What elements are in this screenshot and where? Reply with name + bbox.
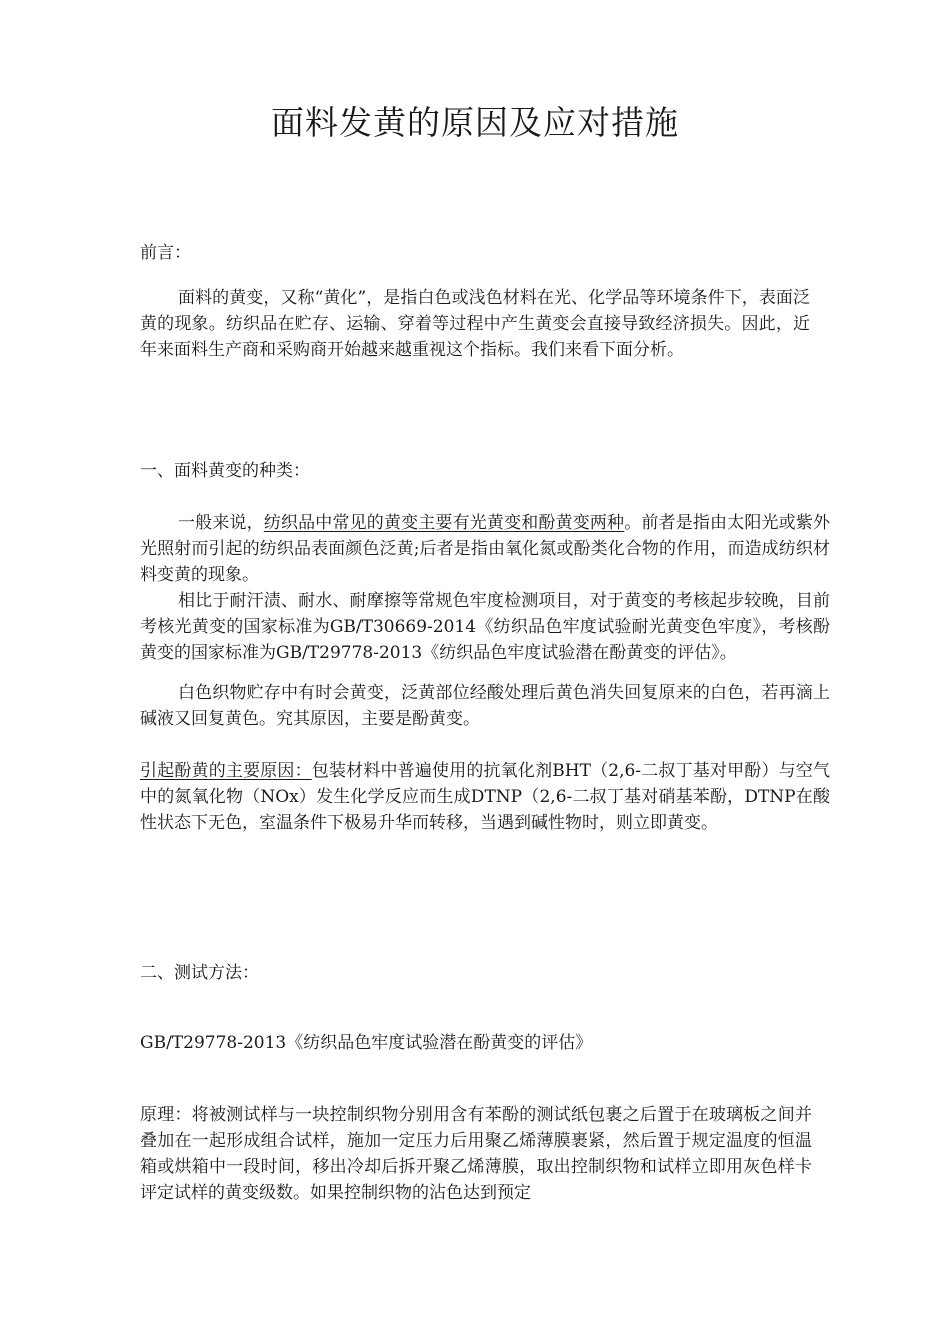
section2-principle: 原理：将被测试样与一块控制织物分别用含有苯酚的测试纸包裹之后置于在玻璃板之间并叠加在一起形成组合试样，施加一定压力后用聚乙烯薄膜裹紧，然后置于规定温度的恒温箱或烘箱中一段时间，移出冷却后拆开聚乙烯薄膜，取出控制织物和试样立即用灰色样卡评定试样的黄变级数。如果控制织物的沾色达到预定 bbox=[140, 1105, 812, 1203]
section1-p1-lead: 一般来说， bbox=[178, 513, 264, 533]
section1-paragraph-1 bbox=[140, 510, 830, 588]
section2-heading: 二、测试方法： bbox=[140, 963, 259, 983]
section1-p1-underlined: 纺织品中常见的黄变主要有光黄变和酚黄变两种 bbox=[263, 513, 625, 533]
cause-label: 引起酚黄的主要原因： bbox=[140, 761, 312, 781]
section2-standard: GB/T29778-2013《纺织品色牢度试验潜在酚黄变的评估》 bbox=[140, 1033, 593, 1053]
document-title: 面料发黄的原因及应对措施 bbox=[271, 103, 679, 142]
section1-p1-rest: 。前者是指由太阳光或紫外光照射而引起的纺织品表面颜色泛黄;后者是指由氧化氮或酚类化合物的作用，而造成纺织材料变黄的现象。 bbox=[140, 513, 831, 585]
cause-text: 包装材料中普遍使用的抗氧化剂BHT（2,6-二叔丁基对甲酚）与空气中的氮氧化物（NOx）发生化学反应而生成DTNP（2,6-二叔丁基对硝基苯酚，DTNP在酸性状态下无色，室温条件下极易升华而转移，当遇到碱性物时，则立即黄变。 bbox=[140, 761, 831, 833]
preface-paragraph: 面料的黄变，又称“黄化”，是指白色或浅色材料在光、化学品等环境条件下，表面泛黄的现象。纺织品在贮存、运输、穿着等过程中产生黄变会直接导致经济损失。因此，近年来面料生产商和采购商开始越来越重视这个指标。我们来看下面分析。 bbox=[140, 288, 810, 360]
preface-heading: 前言： bbox=[140, 243, 191, 263]
section1-paragraph-3: 白色织物贮存中有时会黄变，泛黄部位经酸处理后黄色消失回复原来的白色，若再滴上碱液又回复黄色。究其原因，主要是酚黄变。 bbox=[140, 683, 830, 729]
section1-heading: 一、面料黄变的种类： bbox=[140, 461, 310, 481]
section1-cause-paragraph bbox=[140, 758, 830, 836]
section1-paragraph-2: 相比于耐汗渍、耐水、耐摩擦等常规色牢度检测项目，对于黄变的考核起步较晚，目前考核光黄变的国家标准为GB/T30669-2014《纺织品色牢度试验耐光黄变色牢度》，考核酚黄变的国家标准为GB/T29778-2013《纺织品色牢度试验潜在酚黄变的评估》。 bbox=[140, 591, 830, 663]
